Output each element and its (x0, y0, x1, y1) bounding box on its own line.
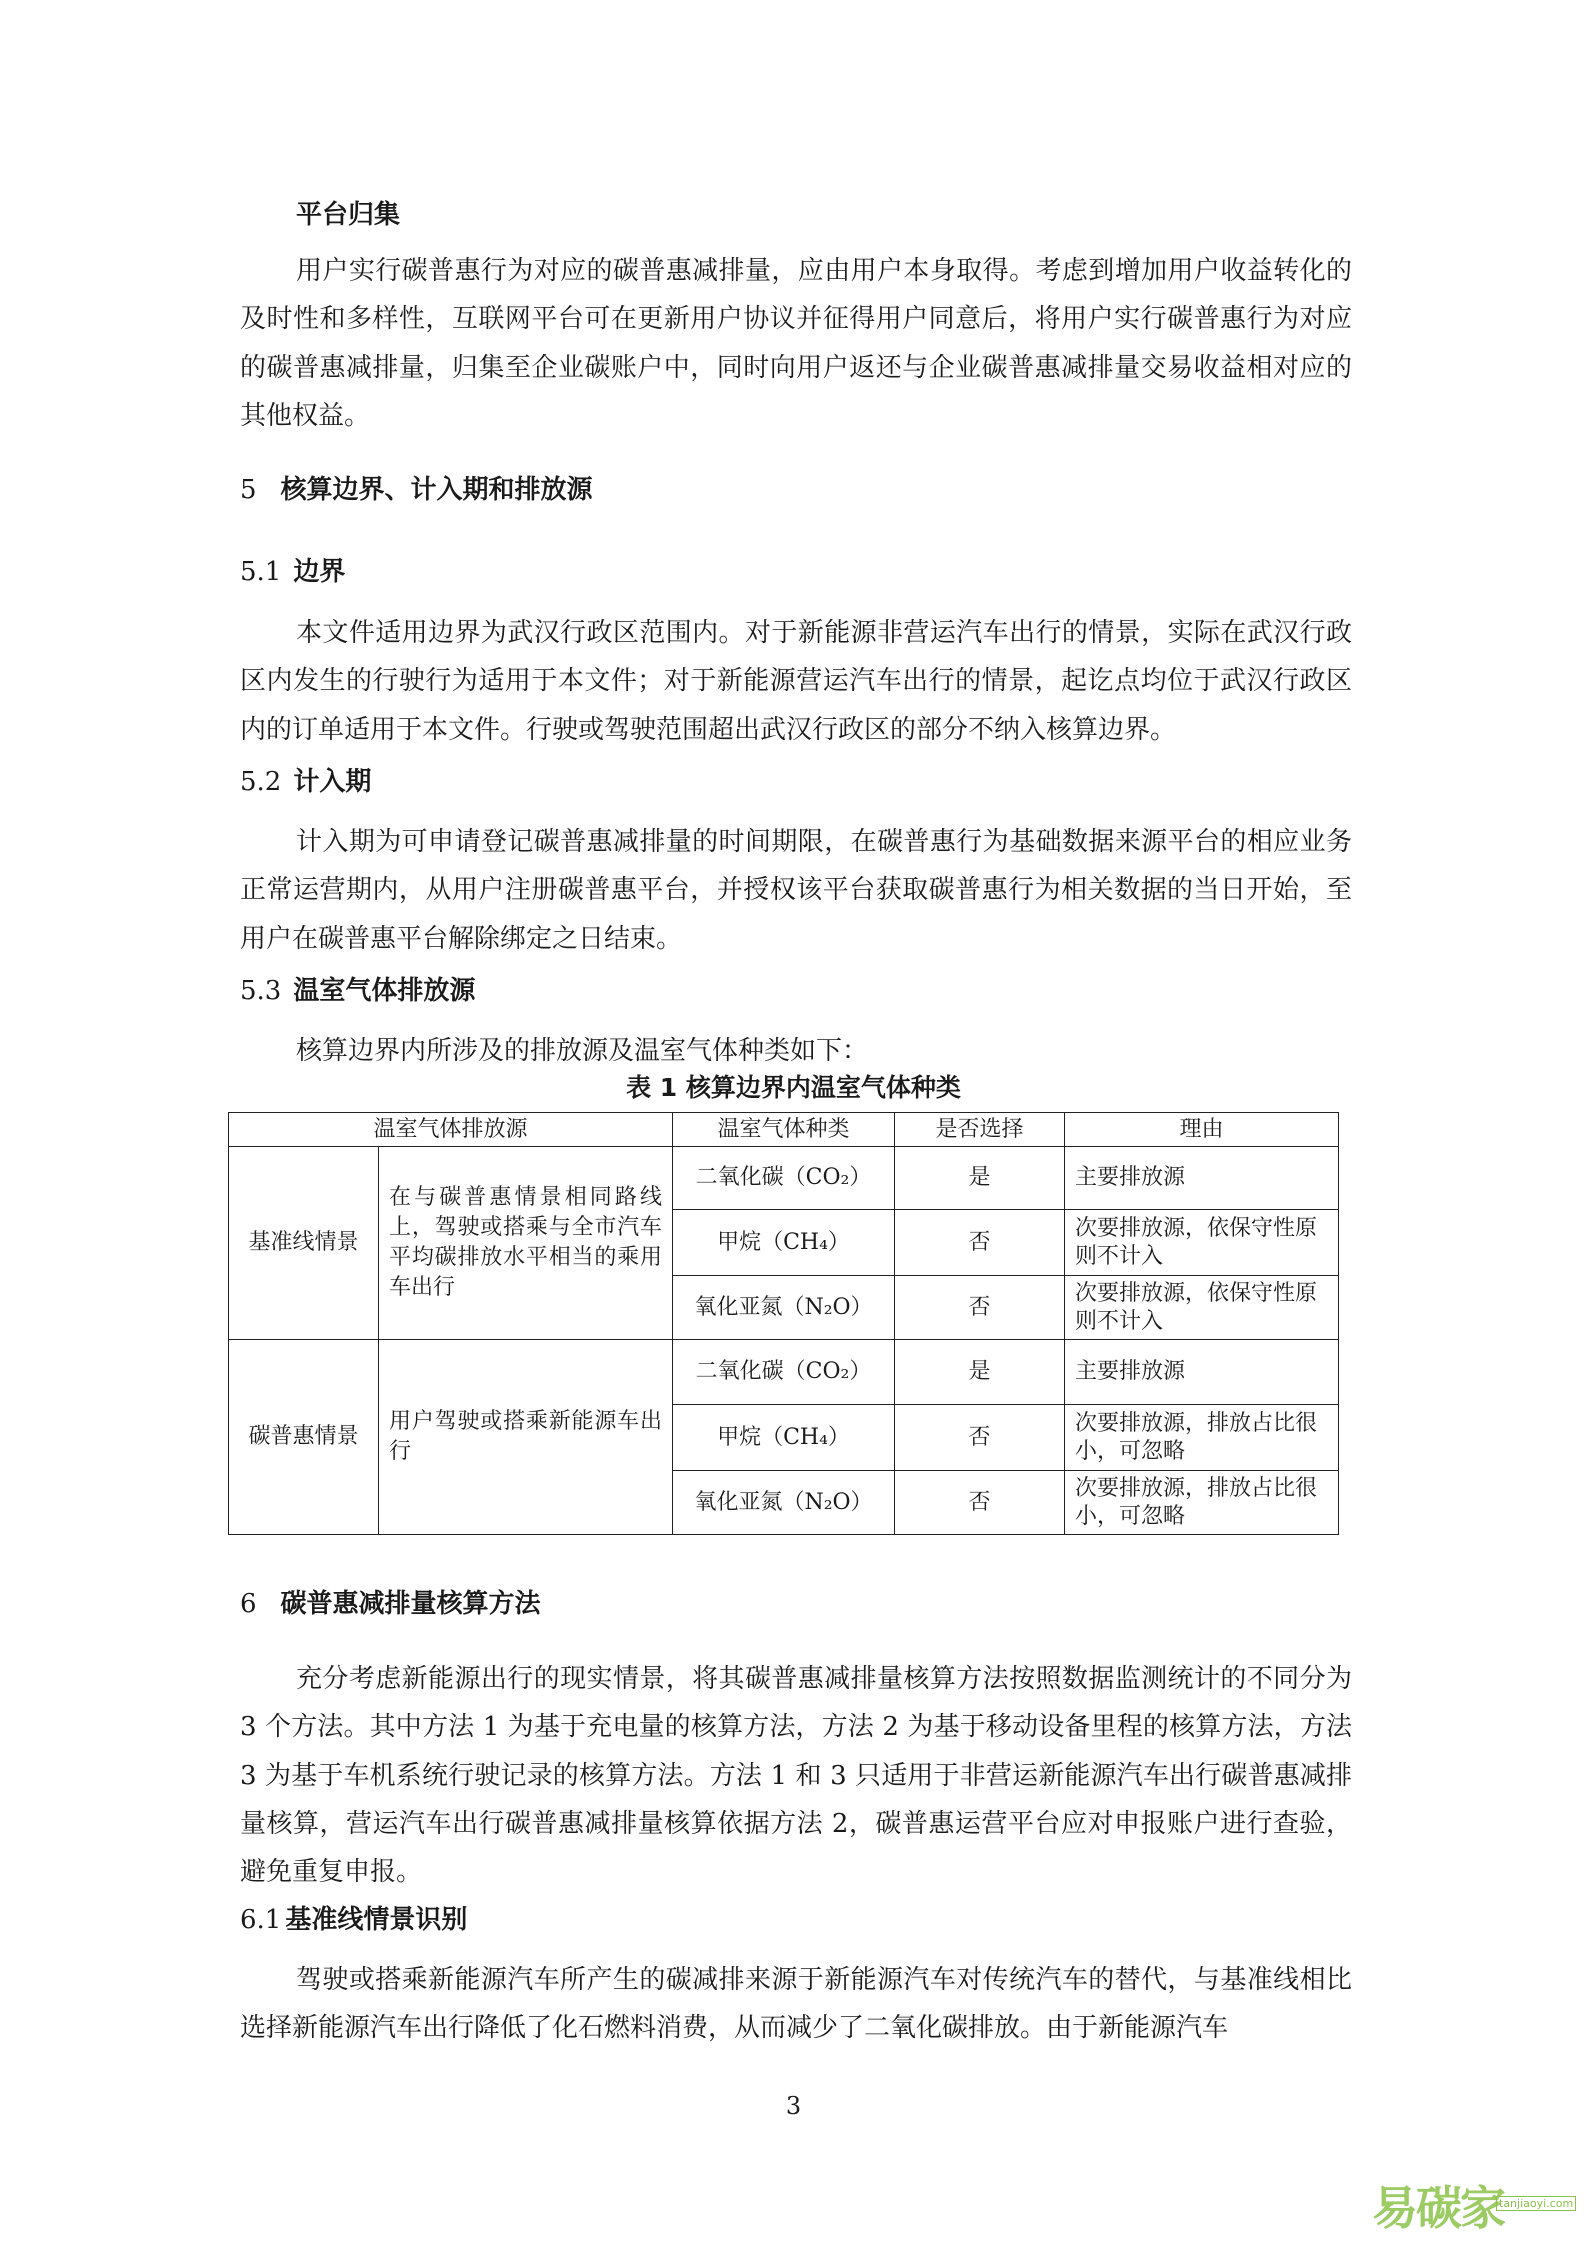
watermark-logo-url: tanjiaoyi.com (1496, 2196, 1576, 2211)
selected-cell: 是 (895, 1340, 1065, 1405)
greenhouse-gas-table (228, 1112, 1339, 1535)
section-number: 5.3 (240, 976, 282, 1006)
table-caption: 表 1 核算边界内温室气体种类 (626, 1073, 961, 1102)
table-row (229, 1147, 1339, 1210)
paragraph-baseline-identification: 驾驶或搭乘新能源汽车所产生的碳减排来源于新能源汽车对传统汽车的替代，与基准线相比选择新能源汽车出行降低了化石燃料消费，从而减少了二氧化碳排放。由于新能源汽车 (240, 1965, 1352, 2044)
selected-cell: 否 (895, 1405, 1065, 1471)
paragraph-accounting-method: 充分考虑新能源出行的现实情景，将其碳普惠减排量核算方法按照数据监测统计的不同分为 3 个方法。其中方法 1 为基于充电量的核算方法，方法 2 为基于移动设备里程的核算方法，方法 3 为基于车机系统行驶记录的核算方法。方法 1 和 3 只适用于非营运新能源汽车出行碳普惠减排量核算，营运汽车出行碳普惠减排量核算依据方法 2，碳普惠运营平台应对申报账户进行查验，避免重复申报。 (240, 1664, 1352, 1888)
selected-cell: 否 (895, 1471, 1065, 1535)
header-cell: 温室气体种类 (673, 1113, 895, 1147)
watermark-logo-mark: 易碳家 (1372, 2181, 1504, 2235)
section-heading-6 (240, 1583, 541, 1620)
header-cell: 温室气体排放源 (229, 1113, 673, 1147)
reason-cell: 主要排放源 (1065, 1340, 1339, 1405)
page-number: 3 (785, 2092, 802, 2120)
section-number: 5 (240, 475, 257, 505)
section-title: 边界 (293, 557, 346, 587)
reason-cell: 主要排放源 (1065, 1147, 1339, 1210)
header-cell: 是否选择 (895, 1113, 1065, 1147)
section-heading-5-1 (240, 551, 345, 588)
gas-cell: 二氧化碳（CO₂） (673, 1147, 895, 1210)
watermark-logo (1372, 2172, 1574, 2235)
reason-cell: 次要排放源，依保守性原则不计入 (1065, 1276, 1339, 1340)
section-title: 核算边界、计入期和排放源 (280, 475, 593, 505)
section-heading-platform-collection: 平台归集 (296, 200, 401, 230)
reason-cell: 次要排放源，排放占比很小，可忽略 (1065, 1471, 1339, 1535)
gas-cell: 二氧化碳（CO₂） (673, 1340, 895, 1405)
section-number: 5.2 (240, 767, 282, 797)
paragraph-platform-collection: 用户实行碳普惠行为对应的碳普惠减排量，应由用户本身取得。考虑到增加用户收益转化的及时性和多样性，互联网平台可在更新用户协议并征得用户同意后，将用户实行碳普惠行为对应的碳普惠减排量，归集至企业碳账户中，同时向用户返还与企业碳普惠减排量交易收益相对应的其他权益。 (240, 256, 1352, 431)
section-heading-6-1 (240, 1899, 467, 1936)
gas-cell: 氧化亚氮（N₂O） (673, 1276, 895, 1340)
section-number: 5.1 (240, 557, 282, 587)
description-cell: 在与碳普惠情景相同路线上，驾驶或搭乘与全市汽车平均碳排放水平相当的乘用车出行 (379, 1147, 673, 1340)
section-heading-5 (240, 469, 593, 506)
selected-cell: 否 (895, 1276, 1065, 1340)
table-row (229, 1340, 1339, 1405)
scenario-cell: 基准线情景 (229, 1147, 379, 1340)
section-heading-5-3 (240, 970, 475, 1007)
section-title: 计入期 (293, 767, 372, 797)
section-title: 碳普惠减排量核算方法 (280, 1589, 541, 1619)
paragraph-crediting-period: 计入期为可申请登记碳普惠减排量的时间期限，在碳普惠行为基础数据来源平台的相应业务正常运营期内，从用户注册碳普惠平台，并授权该平台获取碳普惠行为相关数据的当日开始，至用户在碳普惠平台解除绑定之日结束。 (240, 827, 1352, 954)
paragraph-emission-sources: 核算边界内所涉及的排放源及温室气体种类如下： (296, 1036, 869, 1066)
paragraph-boundary: 本文件适用边界为武汉行政区范围内。对于新能源非营运汽车出行的情景，实际在武汉行政区内发生的行驶行为适用于本文件；对于新能源营运汽车出行的情景，起讫点均位于武汉行政区内的订单适用于本文件。行驶或驾驶范围超出武汉行政区的部分不纳入核算边界。 (240, 618, 1352, 745)
section-heading-5-2 (240, 761, 371, 798)
gas-cell: 甲烷（CH₄） (673, 1210, 895, 1276)
section-number: 6 (240, 1589, 257, 1619)
section-number: 6.1 (240, 1905, 282, 1935)
table-header-row (229, 1113, 1339, 1147)
gas-cell: 氧化亚氮（N₂O） (673, 1471, 895, 1535)
section-title: 温室气体排放源 (293, 976, 476, 1006)
gas-cell: 甲烷（CH₄） (673, 1405, 895, 1471)
section-title: 基准线情景识别 (285, 1905, 468, 1935)
reason-cell: 次要排放源，排放占比很小，可忽略 (1065, 1405, 1339, 1471)
selected-cell: 否 (895, 1210, 1065, 1276)
reason-cell: 次要排放源，依保守性原则不计入 (1065, 1210, 1339, 1276)
header-cell: 理由 (1065, 1113, 1339, 1147)
selected-cell: 是 (895, 1147, 1065, 1210)
description-cell: 用户驾驶或搭乘新能源车出行 (379, 1340, 673, 1535)
scenario-cell: 碳普惠情景 (229, 1340, 379, 1535)
